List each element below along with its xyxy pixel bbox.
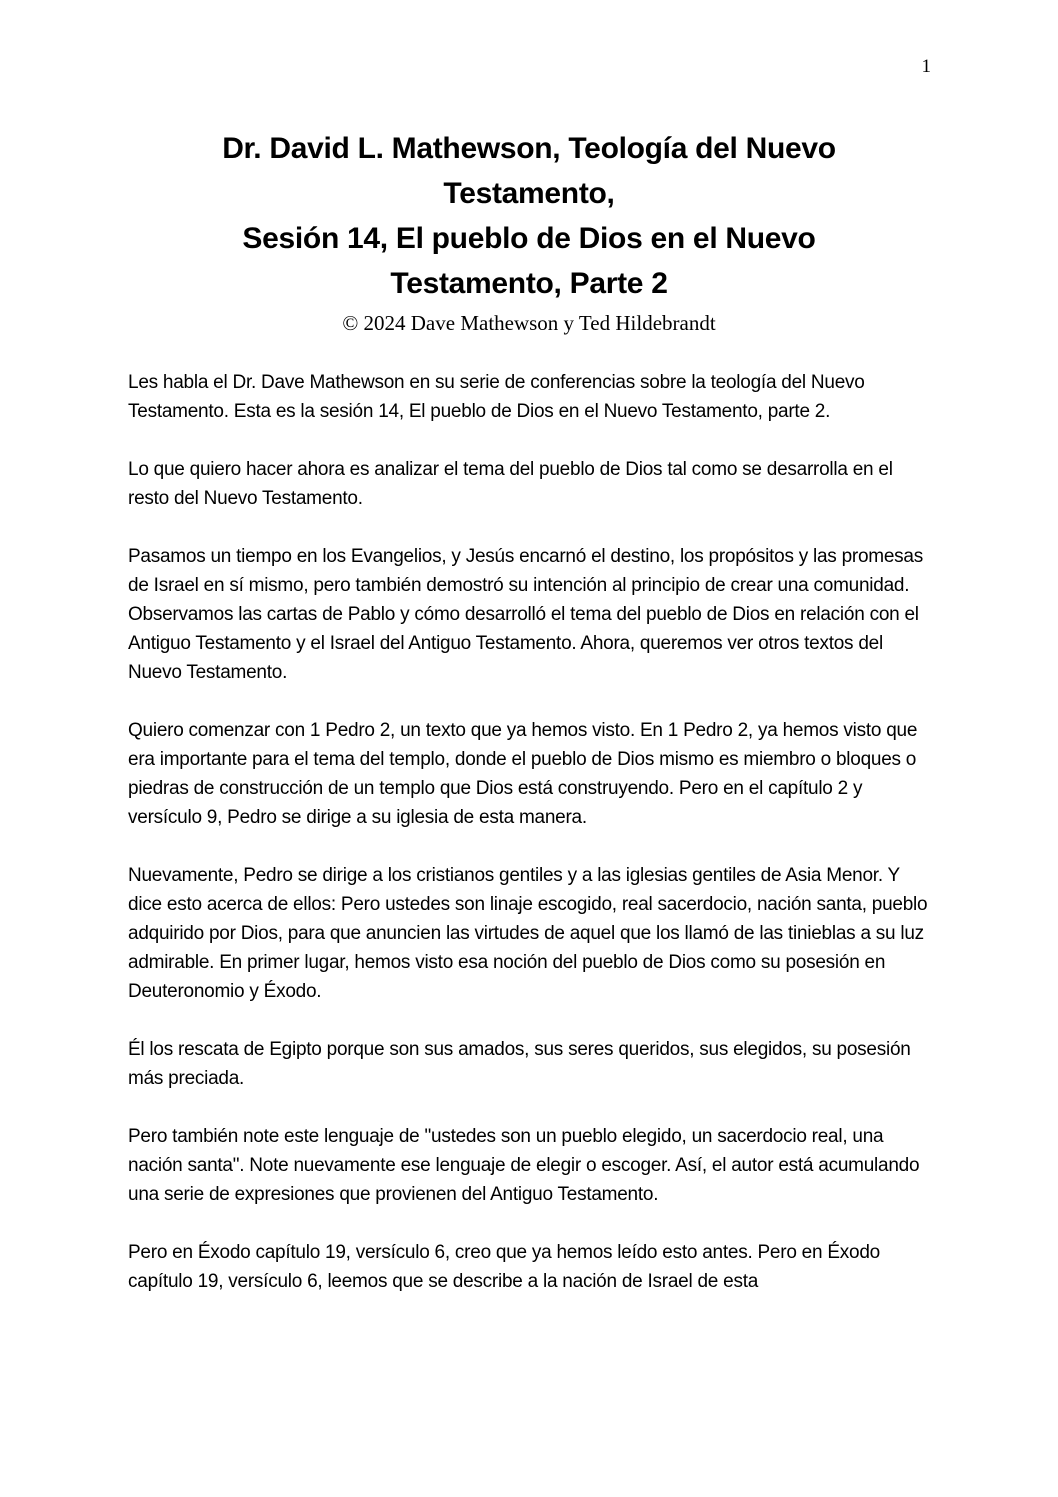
paragraph: Pero también note este lenguaje de "ustedes son un pueblo elegido, un sacerdocio real, una nación santa". Note nuevamente ese lenguaje de elegir o escoger. Así, el autor está acumulando una serie de expresiones que provienen del Antiguo Testamento. bbox=[128, 1126, 920, 1205]
document-title bbox=[0, 0, 1058, 306]
paragraph-intro: Les habla el Dr. Dave Mathewson en su serie de conferencias sobre la teología del Nuevo Testamento. Esta es la sesión 14, El pueblo de Dios en el Nuevo Testamento, parte 2. bbox=[128, 372, 865, 422]
copyright-line: © 2024 Dave Mathewson y Ted Hildebrandt bbox=[342, 311, 716, 335]
paragraph: Quiero comenzar con 1 Pedro 2, un texto que ya hemos visto. En 1 Pedro 2, ya hemos visto que era importante para el tema del templo, donde el pueblo de Dios mismo es miembro o bloques o piedras de construcción de un templo que Dios está construyendo. Pero en el capítulo 2 y versículo 9, Pedro se dirige a su iglesia de esta manera. bbox=[128, 720, 918, 828]
title-line-3: Sesión 14, El pueblo de Dios en el Nuevo bbox=[242, 222, 816, 255]
paragraph: Él los rescata de Egipto porque son sus amados, sus seres queridos, sus elegidos, su posesión más preciada. bbox=[128, 1039, 911, 1089]
title-line-2: Testamento, bbox=[443, 177, 615, 210]
document-body bbox=[128, 368, 934, 1296]
paragraph: Pasamos un tiempo en los Evangelios, y Jesús encarnó el destino, los propósitos y las promesas de Israel en sí mismo, pero también demostró su intención al principio de crear una comunidad. Observamos las cartas de Pablo y cómo desarrolló el tema del pueblo de Dios en relación con el Antiguo Testamento y el Israel del Antiguo Testamento. Ahora, queremos ver otros textos del Nuevo Testamento. bbox=[128, 546, 923, 683]
page-number: 1 bbox=[921, 56, 931, 77]
paragraph: Lo que quiero hacer ahora es analizar el tema del pueblo de Dios tal como se desarrolla en el resto del Nuevo Testamento. bbox=[128, 459, 893, 509]
paragraph: Pero en Éxodo capítulo 19, versículo 6, creo que ya hemos leído esto antes. Pero en Éxodo capítulo 19, versículo 6, leemos que se describe a la nación de Israel de esta bbox=[128, 1242, 880, 1292]
paragraph: Nuevamente, Pedro se dirige a los cristianos gentiles y a las iglesias gentiles de Asia Menor. Y dice esto acerca de ellos: Pero ustedes son linaje escogido, real sacerdocio, nación santa, pueblo adquirido por Dios, para que anuncien las virtudes de aquel que los llamó de las tinieblas a su luz admirable. En primer lugar, hemos visto esa noción del pueblo de Dios como su posesión en Deuteronomio y Éxodo. bbox=[128, 865, 928, 1002]
title-line-1: Dr. David L. Mathewson, Teología del Nuevo bbox=[222, 132, 836, 165]
title-line-4: Testamento, Parte 2 bbox=[390, 267, 668, 300]
